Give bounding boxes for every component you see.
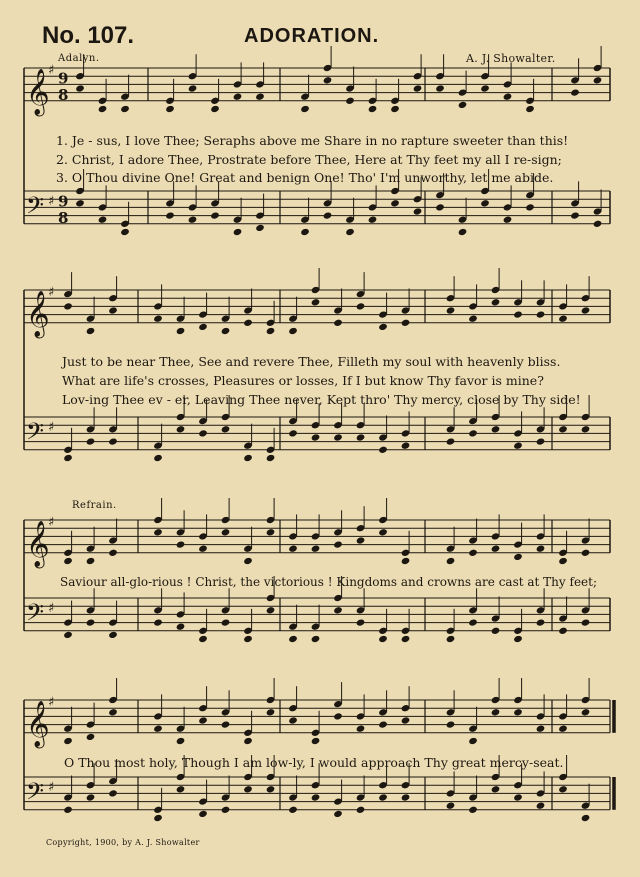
notehead — [435, 84, 445, 92]
notehead — [198, 429, 208, 437]
notehead — [221, 327, 231, 335]
notehead — [378, 720, 388, 728]
notehead — [311, 793, 321, 801]
notehead — [311, 433, 321, 441]
notehead — [243, 557, 253, 565]
notehead — [491, 708, 501, 716]
notehead — [243, 737, 253, 745]
notehead — [480, 84, 490, 92]
notehead — [198, 716, 208, 724]
notehead — [210, 211, 220, 219]
notehead — [176, 785, 186, 793]
copyright-notice: Copyright, 1900, by A. J. Showalter — [46, 838, 200, 847]
notehead — [581, 306, 591, 314]
notehead — [153, 725, 163, 733]
lyric-line: 2. Christ, I adore Thee, Prostrate before Thee, Here at Thy feet my all I re-sign; — [56, 152, 562, 167]
notehead — [108, 437, 118, 445]
notehead — [468, 806, 478, 814]
notehead — [378, 635, 388, 643]
notehead — [63, 806, 73, 814]
notehead — [401, 793, 411, 801]
notehead — [63, 631, 73, 639]
notehead — [255, 93, 265, 101]
notehead — [108, 708, 118, 716]
notehead — [345, 97, 355, 105]
notehead — [333, 810, 343, 818]
notehead — [333, 319, 343, 327]
notehead — [446, 720, 456, 728]
notehead — [581, 618, 591, 626]
notehead — [446, 557, 456, 565]
time-signature-bottom: 8 — [58, 208, 69, 227]
notehead — [536, 725, 546, 733]
notehead — [593, 220, 603, 228]
key-sharp: ♯ — [48, 695, 55, 710]
bass-clef: 𝄢 — [26, 191, 45, 225]
notehead — [356, 806, 366, 814]
notehead — [233, 228, 243, 236]
notehead — [525, 105, 535, 113]
lyric-line: Saviour all-glo-rious ! Christ, the victorious ! Kingdoms and crowns are cast at Thy feet; — [60, 575, 598, 589]
notehead — [333, 433, 343, 441]
treble-clef: 𝄞 — [26, 290, 50, 337]
notehead — [491, 545, 501, 553]
notehead — [221, 528, 231, 536]
notehead — [513, 635, 523, 643]
notehead — [233, 93, 243, 101]
notehead — [98, 216, 108, 224]
notehead — [108, 306, 118, 314]
notehead — [401, 557, 411, 565]
notehead — [266, 785, 276, 793]
notehead — [401, 635, 411, 643]
notehead — [503, 216, 513, 224]
time-signature-top: 9 — [58, 69, 69, 88]
notehead — [401, 716, 411, 724]
notehead — [446, 306, 456, 314]
notehead — [108, 789, 118, 797]
notehead — [288, 635, 298, 643]
notehead — [108, 549, 118, 557]
lyric-line: Lov-ing Thee ev - er, Leaving Thee never, Kept thro' Thy mercy, close by Thy side! — [62, 392, 581, 407]
notehead — [491, 785, 501, 793]
notehead — [86, 793, 96, 801]
notehead — [288, 327, 298, 335]
notehead — [188, 216, 198, 224]
key-sharp: ♯ — [48, 194, 55, 210]
notehead — [243, 785, 253, 793]
notehead — [300, 105, 310, 113]
notehead — [165, 105, 175, 113]
notehead — [176, 737, 186, 745]
key-sharp: ♯ — [48, 420, 55, 436]
notehead — [266, 606, 276, 614]
notehead — [188, 84, 198, 92]
notehead — [558, 557, 568, 565]
notehead — [198, 810, 208, 818]
notehead — [266, 708, 276, 716]
key-sharp: ♯ — [48, 780, 55, 796]
notehead — [323, 76, 333, 84]
bass-clef: 𝄢 — [26, 777, 45, 811]
notehead — [63, 302, 73, 310]
notehead — [401, 319, 411, 327]
lyric-line: O Thou most holy, Though I am low-ly, I would approach Thy great mercy-seat. — [64, 755, 564, 770]
time-signature-bottom: 8 — [58, 85, 69, 104]
hymn-number: No. 107. — [42, 22, 135, 49]
notehead — [536, 802, 546, 810]
notehead — [288, 545, 298, 553]
notehead — [491, 425, 501, 433]
notehead — [368, 216, 378, 224]
tune-name: Adalyn. — [58, 53, 100, 64]
notehead — [378, 528, 388, 536]
notehead — [86, 733, 96, 741]
notehead — [525, 203, 535, 211]
notehead — [63, 454, 73, 462]
lyric-line: 1. Je - sus, I love Thee; Seraphs above me Share in no rapture sweeter than this! — [56, 133, 569, 148]
notehead — [491, 627, 501, 635]
refrain-label: Refrain. — [72, 500, 117, 511]
notehead — [570, 211, 580, 219]
notehead — [581, 814, 591, 822]
notehead — [210, 105, 220, 113]
notehead — [288, 716, 298, 724]
notehead — [513, 442, 523, 450]
notehead — [86, 557, 96, 565]
notehead — [311, 737, 321, 745]
notehead — [300, 228, 310, 236]
notehead — [311, 635, 321, 643]
notehead — [468, 315, 478, 323]
notehead — [75, 199, 85, 207]
notehead — [356, 725, 366, 733]
notehead — [333, 606, 343, 614]
lyric-line: Just to be near Thee, See and revere Thee, Filleth my soul with heavenly bliss. — [62, 354, 561, 369]
notehead — [491, 298, 501, 306]
notehead — [458, 101, 468, 109]
notehead — [333, 540, 343, 548]
notehead — [558, 627, 568, 635]
notehead — [153, 814, 163, 822]
notehead — [198, 635, 208, 643]
notehead — [503, 93, 513, 101]
notehead — [413, 84, 423, 92]
notehead — [345, 228, 355, 236]
key-sharp: ♯ — [48, 515, 55, 530]
treble-clef: 𝄞 — [26, 68, 50, 115]
notehead — [243, 635, 253, 643]
notehead — [468, 737, 478, 745]
notehead — [221, 806, 231, 814]
notehead — [323, 211, 333, 219]
notehead — [581, 708, 591, 716]
notehead — [356, 433, 366, 441]
notehead — [198, 545, 208, 553]
notehead — [356, 618, 366, 626]
notehead — [153, 618, 163, 626]
notehead — [581, 549, 591, 557]
notehead — [536, 310, 546, 318]
notehead — [165, 211, 175, 219]
time-signature-top: 9 — [58, 192, 69, 211]
notehead — [176, 540, 186, 548]
notehead — [570, 88, 580, 96]
notehead — [356, 536, 366, 544]
notehead — [558, 785, 568, 793]
bass-clef: 𝄢 — [26, 417, 45, 451]
notehead — [536, 437, 546, 445]
notehead — [390, 199, 400, 207]
notehead — [468, 549, 478, 557]
notehead — [221, 425, 231, 433]
notehead — [266, 327, 276, 335]
notehead — [63, 557, 73, 565]
notehead — [153, 454, 163, 462]
notehead — [513, 708, 523, 716]
notehead — [86, 437, 96, 445]
lyric-line: What are life's crosses, Pleasures or losses, If I but know Thy favor is mine? — [62, 373, 544, 388]
notehead — [536, 545, 546, 553]
notehead — [120, 105, 130, 113]
notehead — [311, 545, 321, 553]
treble-clef: 𝄞 — [26, 520, 50, 567]
notehead — [480, 199, 490, 207]
notehead — [401, 442, 411, 450]
notehead — [243, 319, 253, 327]
notehead — [176, 327, 186, 335]
notehead — [446, 437, 456, 445]
notehead — [368, 105, 378, 113]
notehead — [266, 528, 276, 536]
notehead — [288, 429, 298, 437]
notehead — [221, 618, 231, 626]
notehead — [98, 105, 108, 113]
treble-clef: 𝄞 — [26, 700, 50, 747]
notehead — [468, 618, 478, 626]
notehead — [176, 425, 186, 433]
notehead — [176, 623, 186, 631]
notehead — [558, 425, 568, 433]
notehead — [311, 298, 321, 306]
notehead — [120, 228, 130, 236]
notehead — [243, 454, 253, 462]
notehead — [198, 323, 208, 331]
notehead — [63, 737, 73, 745]
notehead — [378, 323, 388, 331]
notehead — [513, 310, 523, 318]
notehead — [581, 425, 591, 433]
notehead — [513, 793, 523, 801]
notehead — [446, 802, 456, 810]
notehead — [333, 712, 343, 720]
notehead — [413, 207, 423, 215]
notehead — [221, 720, 231, 728]
notehead — [288, 806, 298, 814]
notehead — [536, 618, 546, 626]
notehead — [378, 446, 388, 454]
bass-clef: 𝄢 — [26, 598, 45, 632]
notehead — [468, 429, 478, 437]
notehead — [108, 631, 118, 639]
notehead — [356, 302, 366, 310]
notehead — [255, 224, 265, 232]
notehead — [513, 553, 523, 561]
notehead — [390, 105, 400, 113]
notehead — [558, 315, 568, 323]
notehead — [153, 315, 163, 323]
composer-credit: A. J. Showalter. — [466, 52, 556, 65]
notehead — [446, 635, 456, 643]
key-sharp: ♯ — [48, 601, 55, 617]
notehead — [86, 618, 96, 626]
lyric-line: 3. O Thou divine One! Great and benign One! Tho' I'm unworthy, let me abide. — [56, 170, 554, 185]
notehead — [378, 793, 388, 801]
key-sharp: ♯ — [48, 63, 55, 78]
notehead — [593, 76, 603, 84]
notehead — [153, 528, 163, 536]
hymn-title: ADORATION. — [244, 25, 380, 47]
notehead — [435, 203, 445, 211]
notehead — [75, 84, 85, 92]
notehead — [558, 725, 568, 733]
notehead — [458, 228, 468, 236]
notehead — [86, 327, 96, 335]
notehead — [266, 454, 276, 462]
key-sharp: ♯ — [48, 285, 55, 300]
